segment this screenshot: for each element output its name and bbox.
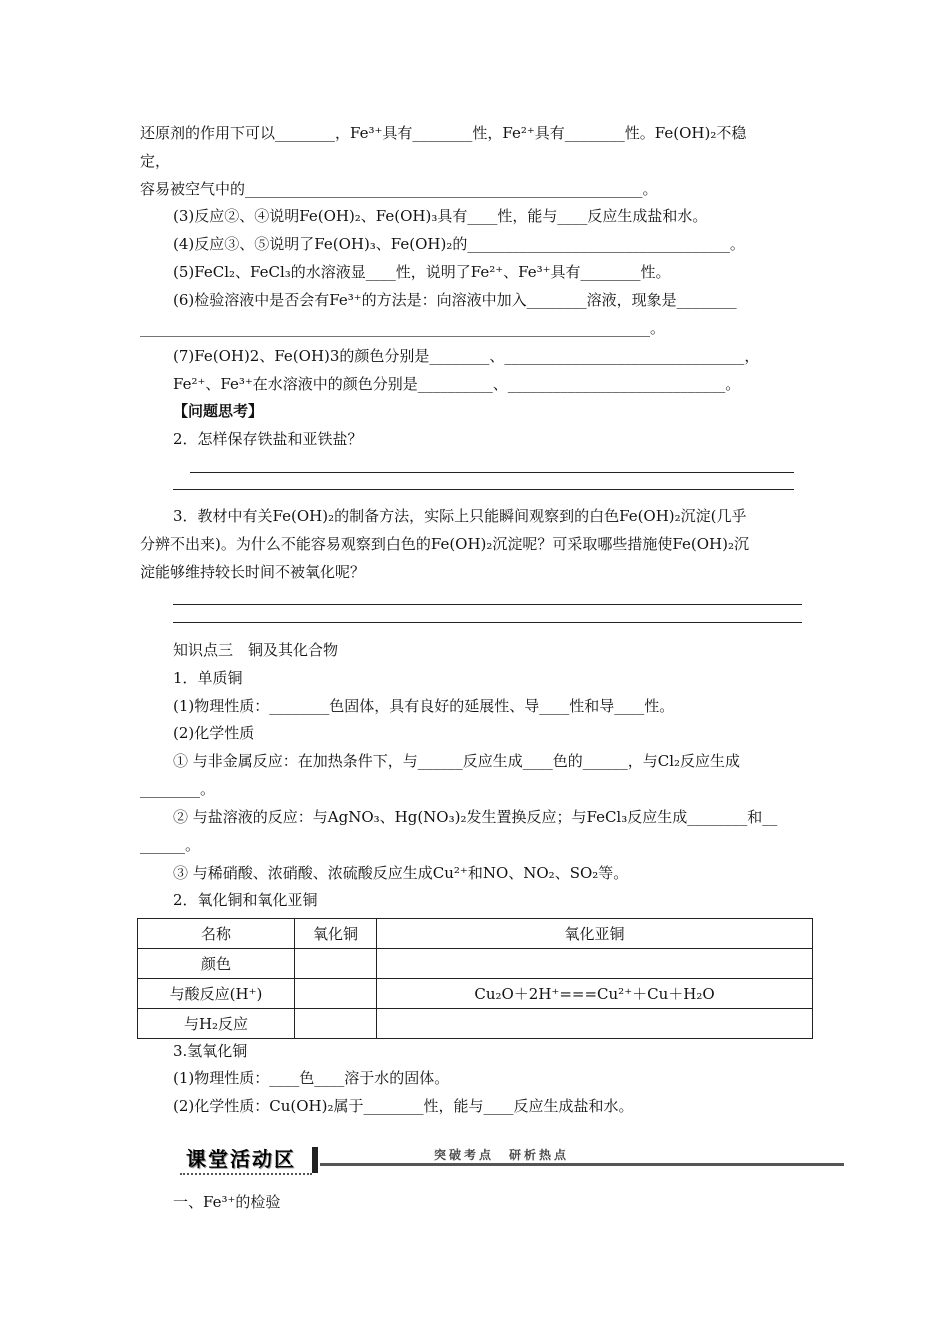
table-cell — [295, 979, 377, 1009]
text-line: ____________________________________________________________________。 — [140, 319, 666, 337]
text-line: ________。 — [140, 780, 216, 798]
table-row — [138, 949, 813, 979]
text-line: (2)化学性质 — [173, 724, 255, 742]
table-cell — [377, 949, 813, 979]
section-heading: 一、Fe³⁺的检验 — [173, 1193, 281, 1211]
answer-line — [173, 489, 794, 490]
text-line: (5)FeCl₂、FeCl₃的水溶液显____性，说明了Fe²⁺、Fe³⁺具有________性。 — [173, 263, 671, 281]
text-line: 2．氧化铜和氧化亚铜 — [173, 891, 318, 909]
banner-divider — [180, 1173, 312, 1175]
text-line: 淀能够维持较长时间不被氧化呢？ — [140, 563, 366, 581]
text-line: ______。 — [140, 836, 201, 854]
table-cell — [295, 1009, 377, 1039]
table-header: 氧化铜 — [295, 919, 377, 949]
text-line: (7)Fe(OH)2、Fe(OH)3的颜色分别是________、________________________________， — [173, 347, 760, 365]
banner-subtitle: 突破考点 研析热点 — [434, 1148, 570, 1162]
table-row — [138, 1009, 813, 1039]
banner-divider — [320, 1163, 844, 1166]
answer-line — [173, 604, 802, 605]
section-banner — [172, 1143, 844, 1177]
text-line: ① 与非金属反应：在加热条件下，与______反应生成____色的______，与Cl₂反应生成 — [173, 752, 741, 770]
text-line: 还原剂的作用下可以________，Fe³⁺具有________性，Fe²⁺具有________性。Fe(OH)₂不稳 — [140, 124, 747, 142]
banner-title: 课堂活动区 — [186, 1147, 296, 1171]
table-cell: Cu₂O＋2H⁺===Cu²⁺＋Cu＋H₂O — [377, 979, 813, 1009]
question: 3．教材中有关Fe(OH)₂的制备方法，实际上只能瞬间观察到的白色Fe(OH)₂沉淀(几乎 — [173, 507, 747, 525]
table-header: 氧化亚铜 — [377, 919, 813, 949]
table-cell: 与酸反应(H⁺) — [138, 979, 295, 1009]
text-line: 3.氢氧化铜 — [173, 1042, 248, 1060]
text-line: 定， — [140, 152, 171, 170]
question: 2．怎样保存铁盐和亚铁盐？ — [173, 430, 363, 448]
text-line: 1．单质铜 — [173, 669, 243, 687]
section-heading: 【问题思考】 — [173, 402, 264, 420]
text-line: ③ 与稀硝酸、浓硝酸、浓硫酸反应生成Cu²⁺和NO、NO₂、SO₂等。 — [173, 864, 629, 882]
table-cell — [295, 949, 377, 979]
answer-line — [173, 622, 802, 623]
text-line: 分辨不出来)。为什么不能容易观察到白色的Fe(OH)₂沉淀呢？可采取哪些措施使Fe(OH)₂沉 — [140, 535, 749, 553]
text-line: (6)检验溶液中是否会有Fe³⁺的方法是：向溶液中加入________溶液，现象是________ — [173, 291, 737, 309]
text-line: (1)物理性质：________色固体，具有良好的延展性、导____性和导____性。 — [173, 697, 675, 715]
table-cell — [377, 1009, 813, 1039]
table-header: 名称 — [138, 919, 295, 949]
copper-oxide-table — [137, 918, 813, 1039]
table-header-row — [138, 919, 813, 949]
text-line: (3)反应②、④说明Fe(OH)₂、Fe(OH)₃具有____性，能与____反应生成盐和水。 — [173, 207, 708, 225]
text-line: Fe²⁺、Fe³⁺在水溶液中的颜色分别是__________、_____________________________。 — [173, 375, 741, 393]
text-line: (2)化学性质：Cu(OH)₂属于________性，能与____反应生成盐和水。 — [173, 1097, 634, 1115]
text-line: (1)物理性质：____色____溶于水的固体。 — [173, 1069, 450, 1087]
table-row — [138, 979, 813, 1009]
text-line: (4)反应③、⑤说明了Fe(OH)₃、Fe(OH)₂的___________________________________。 — [173, 235, 745, 253]
section-heading: 知识点三 铜及其化合物 — [173, 641, 339, 659]
text-line: ② 与盐溶液的反应：与AgNO₃、Hg(NO₃)₂发生置换反应；与FeCl₃反应生成________和__ — [173, 808, 778, 826]
text-line: 容易被空气中的_____________________________________________________。 — [140, 180, 658, 198]
table-cell: 与H₂反应 — [138, 1009, 295, 1039]
table-cell: 颜色 — [138, 949, 295, 979]
banner-bar — [312, 1147, 318, 1173]
answer-line — [190, 472, 794, 473]
